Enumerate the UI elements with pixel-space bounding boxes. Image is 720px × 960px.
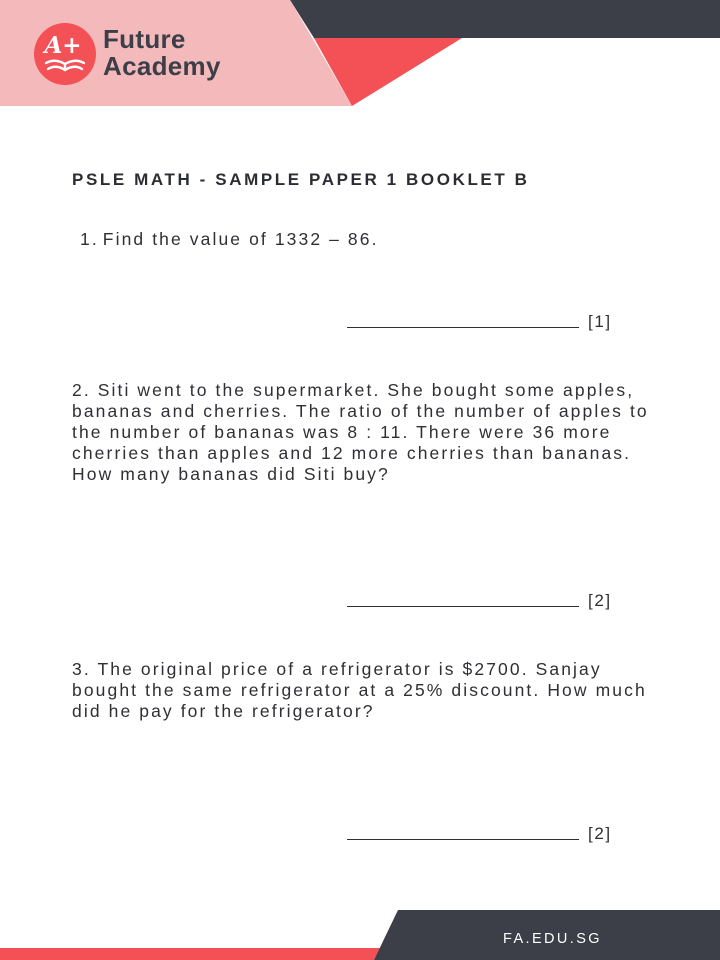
paper-title: PSLE MATH - SAMPLE PAPER 1 BOOKLET B bbox=[72, 170, 530, 189]
brand-line-2: Academy bbox=[103, 51, 221, 81]
footer-banner bbox=[0, 910, 720, 960]
brand-name bbox=[103, 26, 221, 80]
brand-logo bbox=[34, 23, 96, 85]
brand-line-1: Future bbox=[103, 24, 186, 54]
marks-3: [2] bbox=[588, 824, 612, 843]
marks-1: [1] bbox=[588, 312, 612, 331]
question-1 bbox=[80, 229, 660, 250]
question-2: 2. Siti went to the supermarket. She bought some apples, bananas and cherries. The ratio of the number of apples to the number of bananas was 8 : 11. There were 36 more cherries than apples and 12 more cherries than bananas. How many bananas did Siti buy? bbox=[72, 380, 649, 484]
answer-line-1 bbox=[347, 326, 579, 328]
question-1-number: 1. bbox=[80, 229, 99, 249]
footer-red-stripe bbox=[0, 948, 380, 960]
answer-line-3 bbox=[347, 838, 579, 840]
marks-2: [2] bbox=[588, 591, 612, 610]
footer-url: FA.EDU.SG bbox=[503, 931, 602, 947]
logo-letters: A+ bbox=[44, 32, 82, 59]
question-3: 3. The original price of a refrigerator is $2700. Sanjay bought the same refrigerator at a 25% discount. How much did he pay for the refrigerator? bbox=[72, 659, 647, 721]
answer-line-2 bbox=[347, 605, 579, 607]
question-1-text: Find the value of 1332 – 86. bbox=[102, 229, 379, 249]
header-dark-band bbox=[290, 0, 720, 38]
